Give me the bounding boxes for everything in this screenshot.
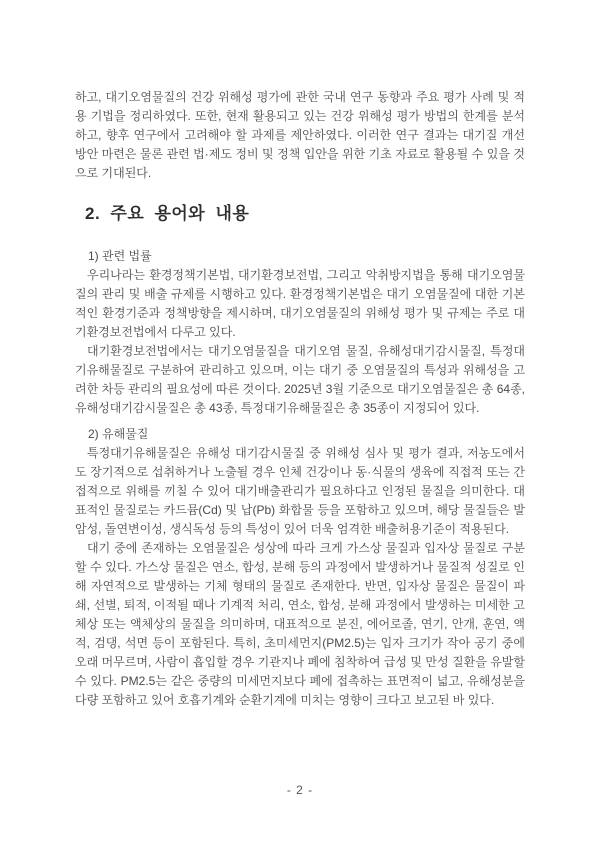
paragraph-related-laws-1: 우리나라는 환경정책기본법, 대기환경보전법, 그리고 악취방지법을 통해 대기오염물질의 관리 및 배출 규제를 시행하고 있다. 환경정책기본법은 대기 오염물질에 대한 기본적인 환경기준과 정책방향을 제시하며, 대기오염물질의 위해성 평가 및 규제는 주로 대기환경보전법에서 다루고 있다. [75, 268, 525, 339]
page-number: - 2 - [286, 783, 314, 797]
paragraph-related-laws-2: 대기환경보전법에서는 대기오염물질을 대기오염 물질, 유해성대기감시물질, 특정대기유해물질로 구분하여 관리하고 있으며, 이는 대기 중 오염물질의 특성과 위해성을 고려한 차등 관리의 필요성에 따른 것이다. 2025년 3월 기준으로 대기오염물질은 총 64종, 유해성대기감시물질은 총 43종, 특정대기유해물질은 총 35종이 지정되어 있다. [75, 344, 525, 415]
subsection-title-hazardous-substances: 2) 유해물질 [88, 427, 149, 441]
intro-paragraph: 하고, 대기오염물질의 건강 위해성 평가에 관한 국내 연구 동향과 주요 평가 사례 및 적용 기법을 정리하였다. 또한, 현재 활용되고 있는 건강 위해성 평가 방법의 한계를 분석하고, 향후 연구에서 고려해야 할 과제를 제안하였다. 이러한 연구 결과는 대기질 개선 방안 마련은 물론 관련 법·제도 정비 및 정책 입안을 위한 기초 자료로 활용될 수 있을 것으로 기대된다. [75, 90, 525, 180]
section-heading: 2. 주요 용어와 내용 [85, 204, 250, 223]
paragraph-hazardous-substances-1: 특정대기유해물질은 유해성 대기감시물질 중 위해성 심사 및 평가 결과, 저농도에서도 장기적으로 섭취하거나 노출될 경우 인체 건강이나 동·식물의 생육에 직접적 또는 간접적으로 위해를 끼칠 수 있어 대기배출관리가 필요하다고 인정된 물질을 의미한다. 대표적인 물질로는 카드뮴(Cd) 및 납(Pb) 화합물 등을 포함하고 있으며, 해당 물질들은 발암성, 돌연변이성, 생식독성 등의 특성이 있어 더욱 엄격한 배출허용기준이 적용된다. [75, 446, 525, 536]
paragraph-hazardous-substances-2: 대기 중에 존재하는 오염물질은 성상에 따라 크게 가스상 물질과 입자상 물질로 구분할 수 있다. 가스상 물질은 연소, 합성, 분해 등의 과정에서 발생하거나 물질적 성질로 인해 자연적으로 발생하는 기체 형태의 물질로 존재한다. 반면, 입자상 물질은 물질이 파쇄, 선별, 퇴적, 이적될 때나 기계적 처리, 연소, 합성, 분해 과정에서 발생하는 미세한 고체상 또는 액체상의 물질을 의미하며, 대표적으로 분진, 에어로졸, 연기, 안개, 훈연, 액적, 검댕, 석면 등이 포함된다. 특히, 초미세먼지(PM2.5)는 입자 크기가 작아 공기 중에 오래 머무르며, 사람이 흡입할 경우 기관지나 폐에 침착하여 급성 및 만성 질환을 유발할 수 있다. PM2.5는 같은 중량의 미세먼지보다 폐에 접촉하는 표면적이 넓고, 유해성분을 다량 포함하고 있어 호흡기계와 순환기계에 미치는 영향이 크다고 보고된 바 있다. [75, 541, 525, 707]
subsection-title-related-laws: 1) 관련 법률 [88, 249, 152, 263]
